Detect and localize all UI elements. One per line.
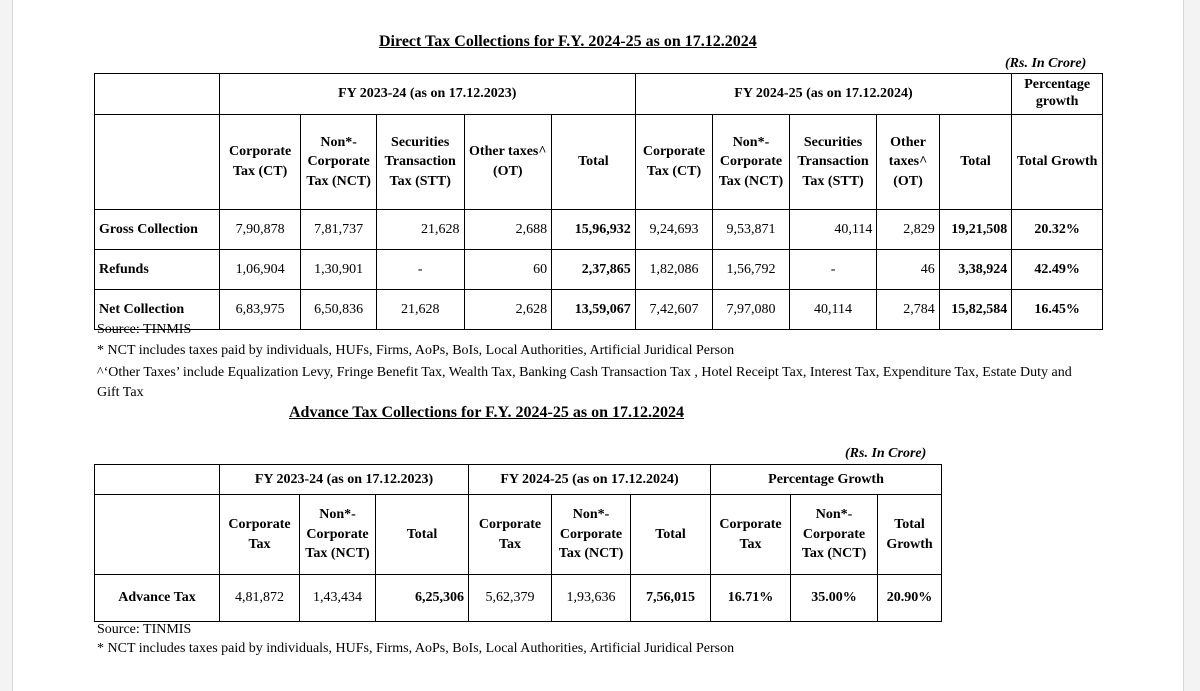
cell-curr-ct: 1,82,086 (635, 250, 713, 290)
direct-header-row-2 (95, 115, 1103, 210)
cell-growth: 20.32% (1012, 210, 1103, 250)
cell-prev-stt: - (376, 250, 464, 290)
cell-curr-ot: 46 (877, 250, 939, 290)
advance-tax-table (94, 464, 942, 622)
cell-prev-nct: 6,50,836 (301, 290, 377, 330)
cell-curr-ot: 2,829 (877, 210, 939, 250)
direct-header-row-1 (95, 74, 1103, 115)
row-label: Refunds (95, 250, 220, 290)
cell-curr-stt: - (789, 250, 877, 290)
cell-curr-nct: 1,56,792 (713, 250, 790, 290)
cell-curr-nct: 7,97,080 (713, 290, 790, 330)
row-label: Gross Collection (95, 210, 220, 250)
cell-prev-nct: 1,30,901 (301, 250, 377, 290)
cell-prev-nct: 1,43,434 (300, 575, 376, 622)
advance-nct-note: * NCT includes taxes paid by individuals, HUFs, Firms, AoPs, BoIs, Local Authorities, Artificial Juridical Person (97, 641, 735, 656)
advance-pct-growth-header: Percentage Growth (711, 465, 942, 495)
direct-fy-curr-header: FY 2024-25 (as on 17.12.2024) (635, 74, 1012, 115)
advance-growth-nct-header: Non*- Corporate Tax (NCT) (791, 495, 878, 575)
cell-prev-total: 15,96,932 (552, 210, 636, 250)
advance-header-row-1 (95, 465, 942, 495)
cell-prev-ot: 2,688 (464, 210, 552, 250)
advance-prev-ct-header: Corporate Tax (220, 495, 300, 575)
advance-unit-label: (Rs. In Crore) (845, 446, 927, 461)
row-label: Advance Tax (95, 575, 220, 622)
table-row (95, 210, 1103, 250)
cell-growth-nct: 35.00% (791, 575, 878, 622)
advance-prev-nct-header: Non*- Corporate Tax (NCT) (300, 495, 376, 575)
cell-growth: 42.49% (1012, 250, 1103, 290)
direct-curr-ot-header: Other taxes^ (OT) (877, 115, 939, 210)
cell-prev-total: 2,37,865 (552, 250, 636, 290)
direct-prev-stt-header: Securities Transaction Tax (STT) (376, 115, 464, 210)
cell-prev-ct: 7,90,878 (219, 210, 301, 250)
cell-curr-total: 19,21,508 (939, 210, 1012, 250)
advance-growth-ct-header: Corporate Tax (711, 495, 791, 575)
cell-prev-stt: 21,628 (376, 210, 464, 250)
direct-tax-table (94, 73, 1103, 330)
table-row (95, 250, 1103, 290)
direct-curr-stt-header: Securities Transaction Tax (STT) (789, 115, 877, 210)
direct-source-note: Source: TINMIS (97, 322, 192, 337)
cell-curr-ct: 7,42,607 (635, 290, 713, 330)
cell-curr-stt: 40,114 (789, 210, 877, 250)
cell-prev-ot: 60 (464, 250, 552, 290)
cell-growth-ct: 16.71% (711, 575, 791, 622)
direct-prev-ct-header: Corporate Tax (CT) (219, 115, 301, 210)
advance-curr-nct-header: Non*- Corporate Tax (NCT) (552, 495, 631, 575)
advance-source-note: Source: TINMIS (97, 622, 192, 637)
direct-prev-nct-header: Non*- Corporate Tax (NCT) (301, 115, 377, 210)
advance-header-row-2 (95, 495, 942, 575)
cell-curr-nct: 9,53,871 (713, 210, 790, 250)
direct-total-growth-header: Total Growth (1012, 115, 1103, 210)
direct-ot-note: ^‘Other Taxes’ include Equalization Levy, Fringe Benefit Tax, Wealth Tax, Banking Cash Transaction Tax , Hotel Receipt Tax, Interest Tax, Expenditure Tax, Estate Duty and Gift Tax (97, 365, 1072, 400)
direct-prev-total-header: Total (552, 115, 636, 210)
cell-curr-ct: 9,24,693 (635, 210, 713, 250)
cell-prev-total: 13,59,067 (552, 290, 636, 330)
cell-prev-ot: 2,628 (464, 290, 552, 330)
advance-fy-curr-header: FY 2024-25 (as on 17.12.2024) (469, 465, 711, 495)
advance-tax-title: Advance Tax Collections for F.Y. 2024-25 as on 17.12.2024 (289, 404, 684, 421)
cell-growth-total: 20.90% (878, 575, 942, 622)
cell-prev-stt: 21,628 (376, 290, 464, 330)
advance-fy-prev-header: FY 2023-24 (as on 17.12.2023) (220, 465, 469, 495)
direct-fy-prev-header: FY 2023-24 (as on 17.12.2023) (219, 74, 635, 115)
cell-prev-ct: 6,83,975 (219, 290, 301, 330)
cell-curr-total: 7,56,015 (631, 575, 711, 622)
cell-curr-ct: 5,62,379 (469, 575, 552, 622)
cell-growth: 16.45% (1012, 290, 1103, 330)
cell-prev-nct: 7,81,737 (301, 210, 377, 250)
cell-prev-ct: 4,81,872 (220, 575, 300, 622)
cell-curr-stt: 40,114 (789, 290, 877, 330)
table-row (95, 290, 1103, 330)
cell-curr-ot: 2,784 (877, 290, 939, 330)
cell-curr-total: 15,82,584 (939, 290, 1012, 330)
direct-nct-note: * NCT includes taxes paid by individuals, HUFs, Firms, AoPs, BoIs, Local Authorities, Artificial Juridical Person (97, 343, 735, 358)
advance-curr-ct-header: Corporate Tax (469, 495, 552, 575)
direct-unit-label: (Rs. In Crore) (1005, 56, 1087, 71)
cell-curr-nct: 1,93,636 (552, 575, 631, 622)
direct-pct-growth-header: Percentage growth (1012, 74, 1103, 115)
direct-curr-total-header: Total (939, 115, 1012, 210)
cell-prev-ct: 1,06,904 (219, 250, 301, 290)
direct-tax-title: Direct Tax Collections for F.Y. 2024-25 as on 17.12.2024 (379, 33, 757, 50)
direct-prev-ot-header: Other taxes^ (OT) (464, 115, 552, 210)
cell-prev-total: 6,25,306 (376, 575, 469, 622)
document-page (12, 0, 1184, 691)
advance-prev-total-header: Total (376, 495, 469, 575)
direct-curr-ct-header: Corporate Tax (CT) (635, 115, 713, 210)
direct-curr-nct-header: Non*- Corporate Tax (NCT) (713, 115, 790, 210)
table-row (95, 575, 942, 622)
advance-curr-total-header: Total (631, 495, 711, 575)
advance-total-growth-header: Total Growth (878, 495, 942, 575)
cell-curr-total: 3,38,924 (939, 250, 1012, 290)
row-label: Net Collection (95, 290, 220, 330)
